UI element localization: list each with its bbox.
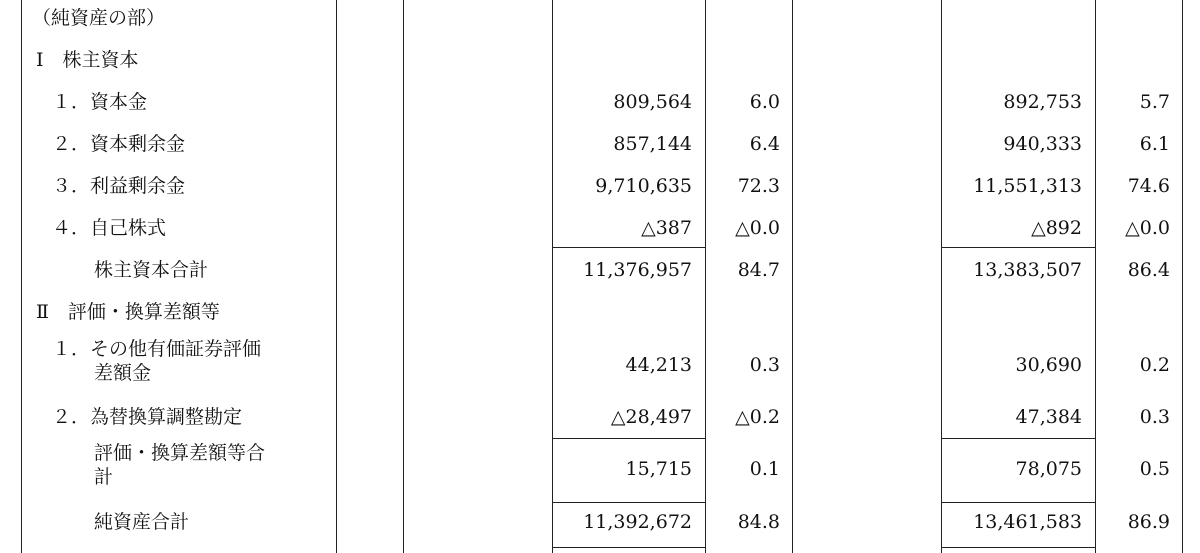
total-rule <box>941 502 1095 503</box>
row-label-continued: 計 <box>94 466 114 488</box>
prev-amount-cell: 857,144 <box>613 133 692 155</box>
row-label: １．資本金 <box>52 91 148 113</box>
cur-amount-cell: △892 <box>1031 217 1082 239</box>
total-rule <box>552 502 705 503</box>
row-label: 株主資本合計 <box>94 259 209 281</box>
row-label: ３．利益剰余金 <box>52 175 186 197</box>
prev-pct-cell: 6.0 <box>749 91 780 113</box>
cur-amount-cell: 892,753 <box>1003 91 1082 113</box>
cur-pct-cell: 5.7 <box>1139 91 1170 113</box>
prev-pct-cell: 84.7 <box>737 259 780 281</box>
row-label: ２．資本剰余金 <box>52 133 186 155</box>
column-rule <box>1182 0 1183 553</box>
prev-amount-cell: △387 <box>641 217 692 239</box>
total-rule <box>552 247 705 248</box>
cur-amount-cell: 47,384 <box>1015 406 1082 428</box>
prev-amount-cell: 44,213 <box>625 354 692 376</box>
row-label: １．その他有価証券評価 <box>52 338 262 360</box>
column-rule <box>21 0 22 553</box>
row-label-continued: 差額金 <box>94 362 152 384</box>
cur-pct-cell: △0.0 <box>1125 217 1170 239</box>
row-label: （純資産の部） <box>32 7 166 29</box>
prev-amount-cell: 11,376,957 <box>583 259 692 281</box>
prev-amount-cell: 15,715 <box>625 458 692 480</box>
row-label: Ⅰ 株主資本 <box>36 49 139 71</box>
prev-pct-cell: 84.8 <box>737 511 780 533</box>
cur-pct-cell: 0.5 <box>1139 458 1170 480</box>
prev-pct-cell: △0.2 <box>735 406 780 428</box>
total-rule <box>941 247 1095 248</box>
row-label: ４．自己株式 <box>52 217 167 239</box>
prev-pct-cell: 0.1 <box>749 458 780 480</box>
cur-amount-cell: 11,551,313 <box>973 175 1082 197</box>
cur-pct-cell: 0.3 <box>1139 406 1170 428</box>
prev-pct-cell: △0.0 <box>735 217 780 239</box>
column-rule <box>403 0 404 553</box>
column-rule <box>792 0 793 553</box>
cur-pct-cell: 86.4 <box>1127 259 1170 281</box>
total-rule <box>552 438 705 439</box>
cur-pct-cell: 6.1 <box>1139 133 1170 155</box>
row-label: Ⅱ 評価・換算差額等 <box>36 301 220 323</box>
cur-pct-cell: 74.6 <box>1127 175 1170 197</box>
cur-amount-cell: 30,690 <box>1015 354 1082 376</box>
total-rule <box>552 547 705 548</box>
cur-amount-cell: 13,461,583 <box>973 511 1082 533</box>
prev-amount-cell: 11,392,672 <box>583 511 692 533</box>
cur-amount-cell: 78,075 <box>1015 458 1082 480</box>
total-rule <box>941 547 1095 548</box>
row-label: 純資産合計 <box>94 511 190 533</box>
cur-pct-cell: 86.9 <box>1127 511 1170 533</box>
prev-pct-cell: 0.3 <box>749 354 780 376</box>
total-rule <box>941 438 1095 439</box>
prev-amount-cell: 809,564 <box>613 91 692 113</box>
cur-amount-cell: 940,333 <box>1003 133 1082 155</box>
prev-amount-cell: △28,497 <box>610 406 692 428</box>
cur-amount-cell: 13,383,507 <box>973 259 1082 281</box>
prev-pct-cell: 6.4 <box>749 133 780 155</box>
cur-pct-cell: 0.2 <box>1139 354 1170 376</box>
row-label: ２．為替換算調整勘定 <box>52 406 243 428</box>
row-label: 評価・換算差額等合 <box>94 442 266 464</box>
prev-pct-cell: 72.3 <box>737 175 780 197</box>
prev-amount-cell: 9,710,635 <box>595 175 692 197</box>
column-rule <box>336 0 337 553</box>
